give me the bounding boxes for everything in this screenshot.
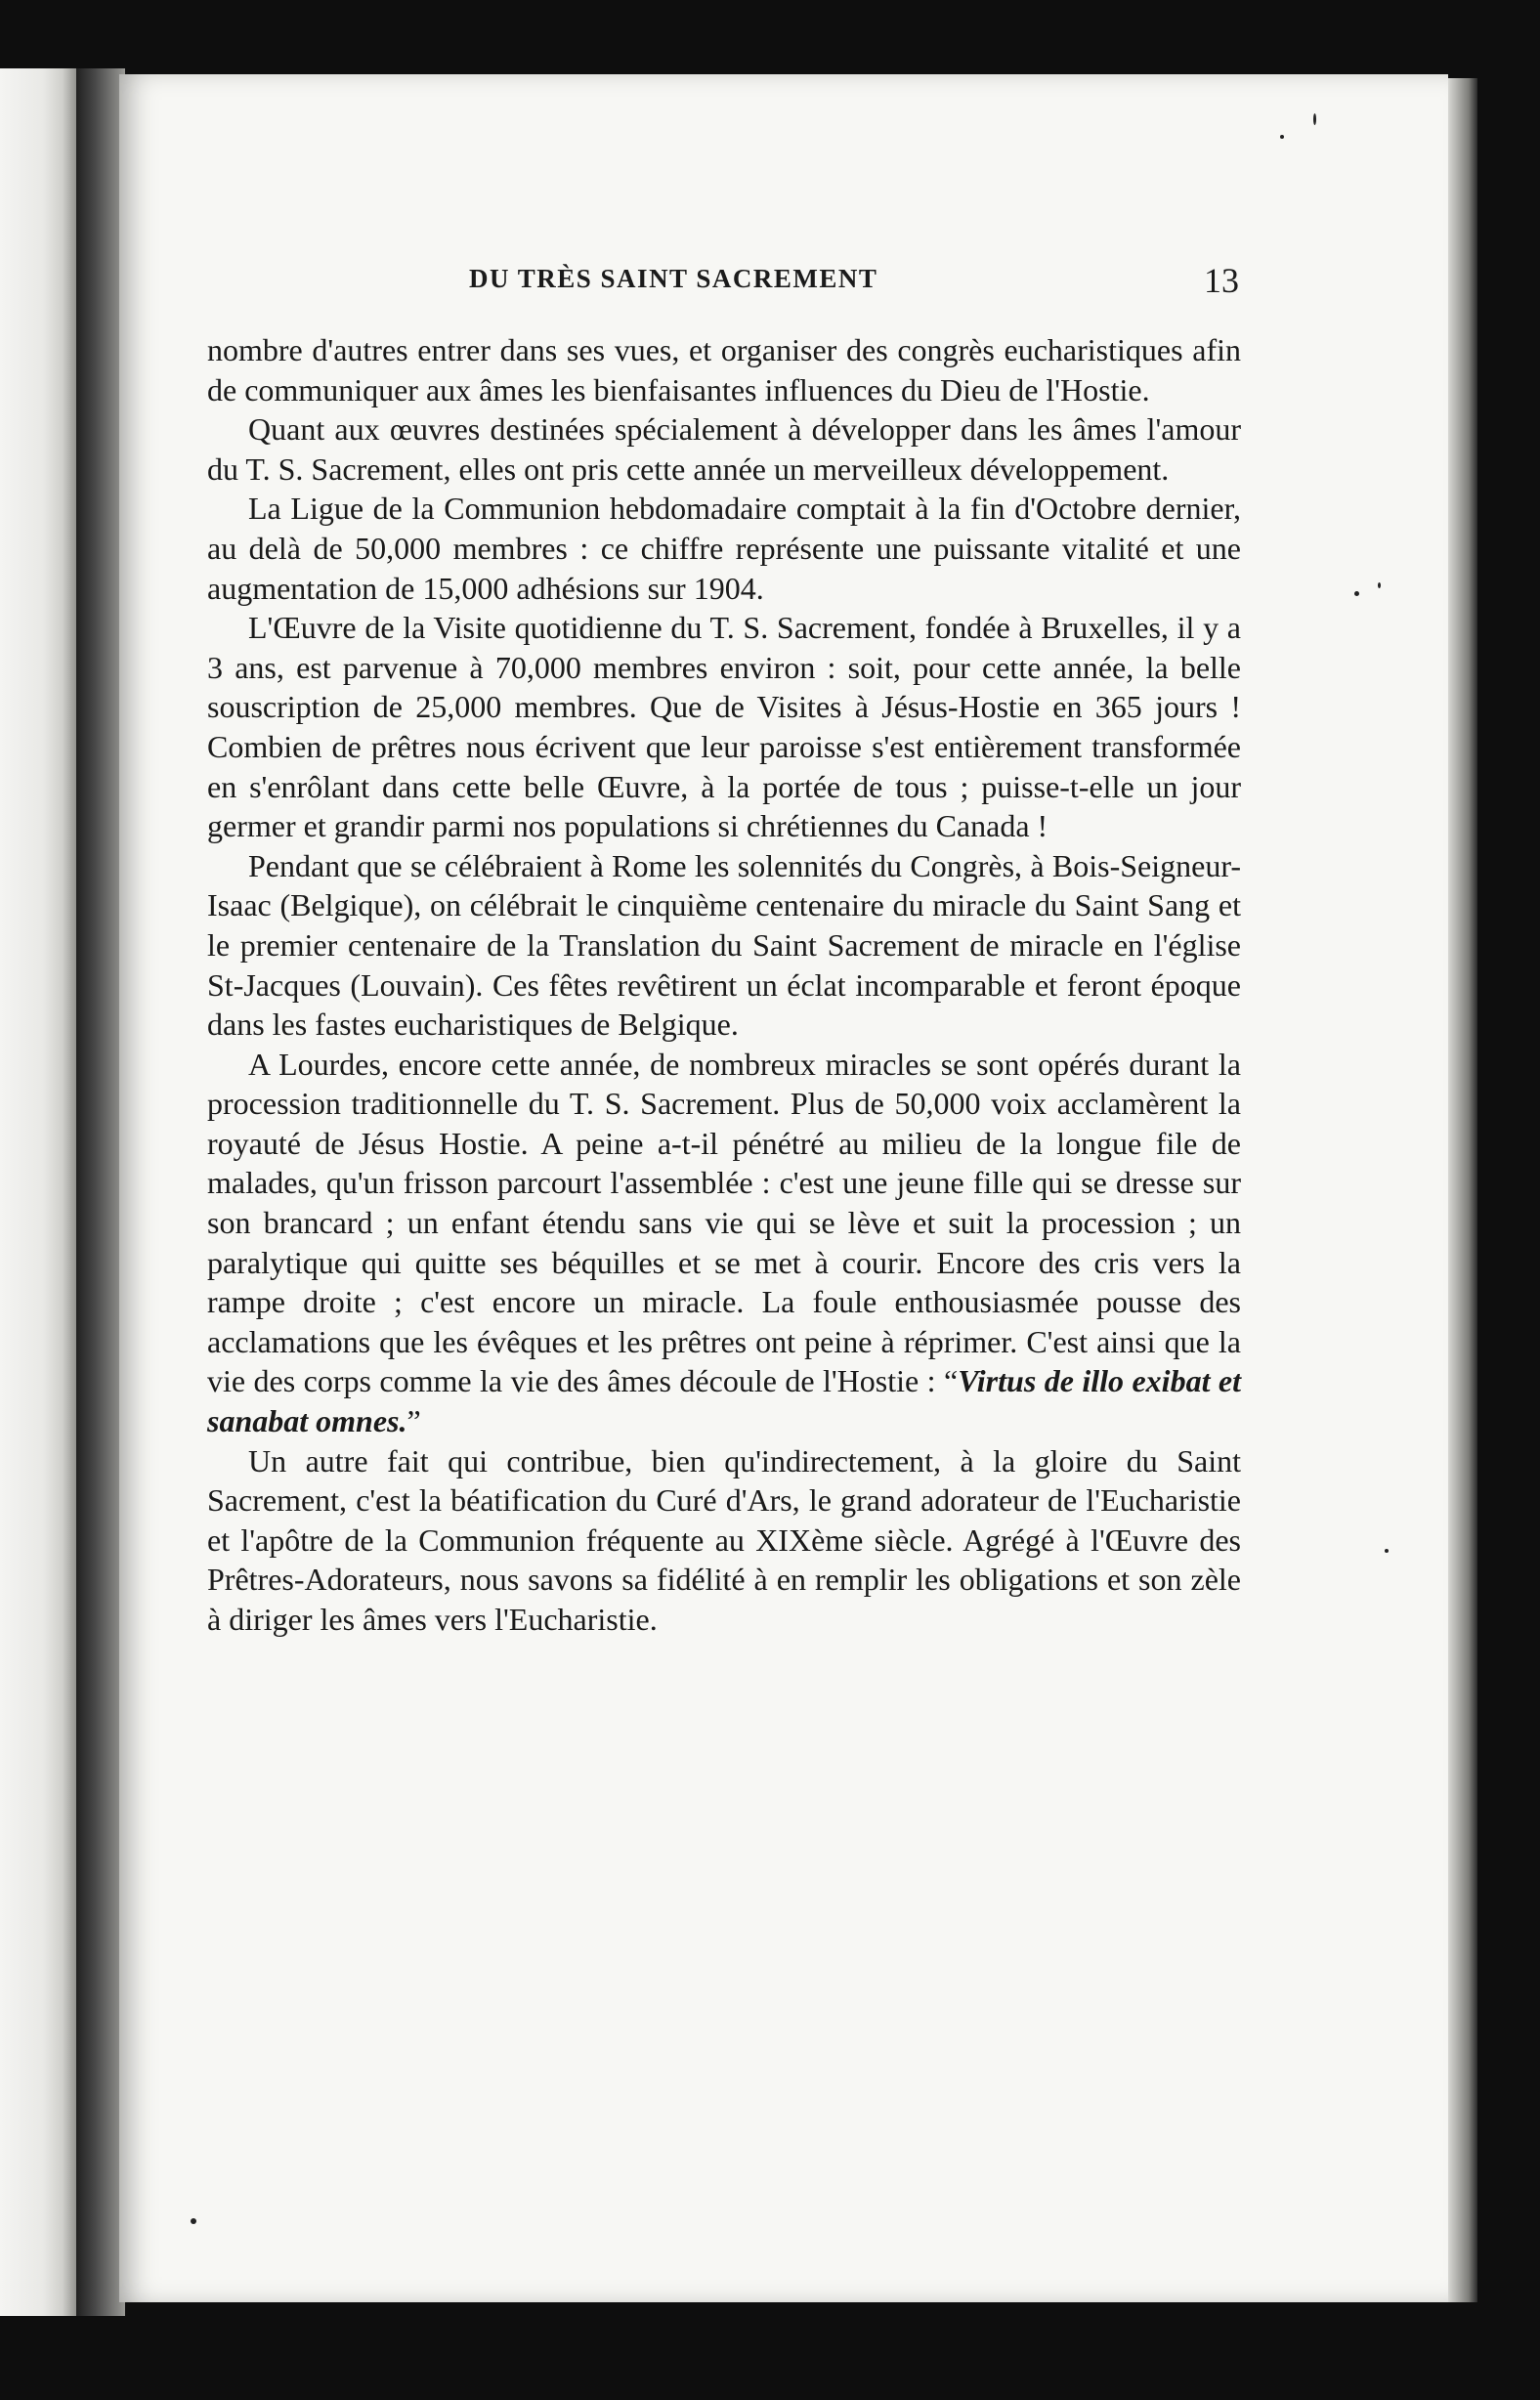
latin-quote: Virtus de illo exibat et sanabat omnes. (207, 1363, 1242, 1439)
paragraph-7: Un autre fait qui contribue, bien qu'indirectement, à la gloire du Saint Sacrement, c'est la béatification du Curé d'Ars, le grand adorateur de l'Eucharistie et l'apôtre de la Communion fréquente au XIXème siècle. Agrégé à l'Œuvre des Prêtres-Adorateurs, nous savons sa fidélité à en remplir les obligations et son zèle à diriger les âmes vers l'Eucharistie. (207, 1442, 1241, 1637)
running-head: DU TRÈS SAINT SACREMENT (469, 264, 878, 293)
scan-speck (1378, 582, 1381, 588)
page-edge-shadow (1448, 78, 1477, 2302)
paragraph-3: La Ligue de la Communion hebdomadaire comptait à la fin d'Octobre dernier, au delà de 50,000 membres : ce chiffre représente une puissante vitalité et une augmentation de 15,000 adhésions sur 1904. (207, 491, 1241, 606)
facing-page-edge (0, 68, 78, 2316)
paragraph-4: L'Œuvre de la Visite quotidienne du T. S. Sacrement, fondée à Bruxelles, il y a 3 ans, est parvenue à 70,000 membres environ : soit, pour cette année, la belle souscription de 25,000 membres. Que de Visites à Jésus-Hostie en 365 jours ! Combien de prêtres nous écrivent que leur paroisse s'est entièrement transformée en s'enrôlant dans cette belle Œuvre, à la portée de tous ; puisse-t-elle un jour germer et grandir parmi nos populations si chrétiennes du Canada ! (207, 610, 1241, 844)
page-number: 13 (1204, 261, 1239, 300)
closing-quote-mark: ” (406, 1403, 421, 1439)
scan-speck (1313, 113, 1316, 125)
paragraph-6 (207, 1045, 1241, 1441)
paragraph-6-text: A Lourdes, encore cette année, de nombreux miracles se sont opérés durant la procession traditionnelle du T. S. Sacrement. Plus de 50,000 voix acclamèrent la royauté de Jésus Hostie. A peine a-t-il pénétré au milieu de la longue file de malades, qu'un frisson parcourt l'assemblée : c'est une jeune fille qui se dresse sur son brancard ; un enfant étendu sans vie qui se lève et suit la procession ; un paralytique qui quitte ses béquilles et se met à courir. Encore des cris vers la rampe droite ; c'est encore un miracle. La foule enthousiasmée pousse des acclamations que les évêques et les prêtres ont peine à réprimer. C'est ainsi que la vie des corps comme la vie des âmes découle de l'Hostie : “ (207, 1046, 1241, 1399)
scan-speck (1280, 135, 1284, 139)
scan-speck (191, 2218, 196, 2224)
paragraph-5: Pendant que se célébraient à Rome les solennités du Congrès, à Bois-Seigneur-Isaac (Belgique), on célébrait le cinquième centenaire du miracle du Saint Sang et le premier centenaire de la Translation du Saint Sacrement de miracle en l'église St-Jacques (Louvain). Ces fêtes revêtirent un éclat incomparable et feront époque dans les fastes eucharistiques de Belgique. (207, 847, 1241, 1043)
scan-speck (1354, 591, 1359, 596)
scan-speck (1385, 1549, 1389, 1553)
paragraph-2: Quant aux œuvres destinées spécialement à développer dans les âmes l'amour du T. S. Sacrement, elles ont pris cette année un merveilleux développement. (207, 411, 1241, 487)
paragraph-1: nombre d'autres entrer dans ses vues, et organiser des congrès eucharistiques afin de communiquer aux âmes les bienfaisantes influences du Dieu de l'Hostie. (207, 332, 1241, 407)
page-body-text (207, 330, 1241, 1640)
book-gutter-shadow (76, 68, 125, 2316)
